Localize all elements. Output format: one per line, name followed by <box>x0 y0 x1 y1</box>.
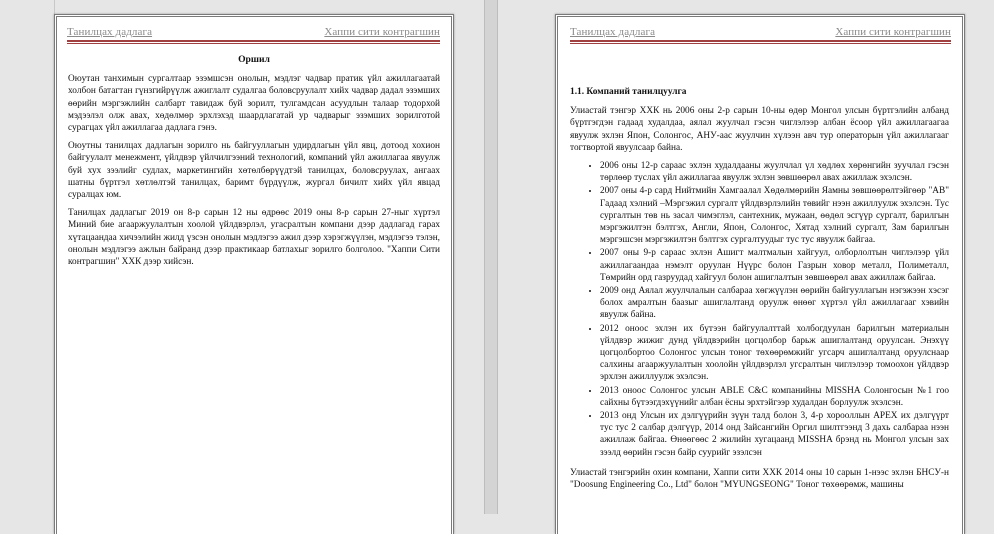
section-heading: 1.1. Компаний танилцуулга <box>570 87 687 97</box>
header-left-text: Танилцах дадлага <box>570 26 656 38</box>
list-item: • 2007 оны 4-р сард Нийтмийн Хамгаалал Хөдөлмөрийн Яамны зөвшөөрөлтэйгөөр "АВ" Гадаад хэлний –Мэргэжил сургалт үйлдвэрлэлийн төвийг нээн ажиллуулж эхэлсэн. Тус сургалтын төв нь засал чимэглэл, сантехник, мужаан, өөдөл эсгүүр сургалт, барилгын мэргэжилтэн бэлтгэх, Англи, Япон, Солонгос, Хятад хэлний сургалт, Зам барилгын мэргэшсэн мэргэжилтэн бэлтгэх сургалтуудыг тус тус явуулж байгаа. <box>600 185 949 246</box>
list-item: • 2013 онд Улсын их дэлгүүрийн зүүн талд болон 3, 4-р хорооллын APEX их дэлгүүрт тус тус 2 салбар дэлгүүр, 2014 онд Зайсангийн Оргил шилтгээнд 3 дахь салбараа нээн ажиллаж байгаа. Өнөөгөөс 2 жилийн хугацаанд MISSHA брэнд нь Монгол улсын зах зээлд өөрийн гэсэн байр суурийг эзэлсэн <box>600 410 949 459</box>
document-page-2 <box>555 14 965 534</box>
page-separator <box>484 0 498 514</box>
page-body <box>570 86 949 497</box>
list-item: • 2012 оноос эхлэн их бүтээн байгуулалттай холбогдуулан барилгын материалын үйлдвэр жижиг дунд үйлдвэрийн цогцолбор барьж ашиглалтанд оруулсан. Энэхүү цогцолбортоо Солонгос улсын тоног төхөөрөмжийг угсарч ашиглалтанд оруулснаар салхины агааржуулалтын хоолойн үйлдвэрлэл угсралтын чиглэлээр томоохон үйлдвэр эрхлэн ажиллуулж эхэлсэн. <box>600 323 949 384</box>
paragraph: Оюутан танхимын сургалтаар эзэмшсэн онолын, мэдлэг чадвар пратик үйл ажиллагаатай холбон батагтан гүнзгийрүүлж ажиглалт судалгаа боловсруулалт хийх чадвар дадал эзэмших өөрийн мэргэжлийн салбарт тавидаж буй зорилт, тулгамдсан асуудлын талаар тодорхой мэдээлэл олж авах, хөдөлмөр эрхлэхэд шаардлагатай ур чадварыг эзэмших зорилготой сурагцах үйл ажиллагаа дадлага гэнэ. <box>68 74 440 134</box>
list-item: • 2006 оны 12-р сараас эхлэн худалдааны жуулчлал үл хөдлөх хөрөнгийн зуучлал гэсэн төрлөөр туслах үйл ажиллагаа явуулж эхлэн зөвшөөрөл авах ажиллаж эхэлсэн. <box>600 160 949 184</box>
intro-paragraph: Улиастай тэнгэр ХХК нь 2006 оны 2-р сарын 10-ны өдөр Монгол улсын бүртгэлийн албанд бүртгэгдэн гадаад худалдаа, аялал жуулчал гэсэн чиглэлээр албан ёсоор үйл ажиллагаагаа явуулж эхлэн Япон, Солонгос, АНУ-аас жуулчин хүлээн авч тур операторын үйл ажиллагааг тогтвортой явуулсаар байна. <box>570 106 949 153</box>
header-right-text: Хаппи сити контрагшин <box>835 26 951 38</box>
closing-paragraph: Улиастай тэнгэрийн охин компани, Хаппи сити ХХК 2014 оны 10 сарын 1-нээс эхлэн БНСУ-н "Doosung Engineering Co., Ltd" болон "MYUNGSEONG" Тоног төхөөрөмж, машины <box>570 467 949 491</box>
document-page-1 <box>54 14 454 534</box>
paragraph: Оюутны танилцах дадлагын зорилго нь байгууллагын удирдлагын үйл явц, дотоод хохион байгуулалт менежмент, үйлдвэр үйлчилгээний технологий, компаний үйл ажиллагаа явуулж буй хух зээлийг судлах, маркетингийн хөтөлбөрүүдтэй танилцах, боловсруулах, ангаах шатны бүртгэл хөтлөлтэй танилцах, баримт бүрдүүлж, жургал бичилт хийх үйл явцад суралцах юм. <box>68 141 440 201</box>
page-body <box>68 54 440 274</box>
history-list <box>570 160 949 459</box>
list-item: • 2007 оны 9-р сараас эхлэн Ашигт малтмалын хайгуул, олборлолтын чиглэлээр үйл ажиллагаандаа нэмэлт оруулан Нүүрс болон Газрын ховор металл, Полиметалл, Төмрийн орд газруудад хайгуул болон ашиглалтын зөвшөөрөл авах ажиллаж байгаа. <box>600 247 949 284</box>
list-item: • 2013 оноос Солонгос улсын ABLE C&C компанийны MISSHA Солонгосын №1 гоо сайхны бүтээгдэхүүнийг албан ёсны эрхтэйгээр худалдан борлуулж эхэлсэн. <box>600 385 949 409</box>
header-rule <box>67 43 440 44</box>
header-right-text: Хаппи сити контрагшин <box>324 26 440 38</box>
paragraph: Танилцах дадлагыг 2019 он 8-р сарын 12 ны өдрөөс 2019 оны 8-р сарын 27-ныг хүртэл Миний бие агааржуулалтын хоолой үйлдвэрлэл, угасралтын компани дээр дадлагад гарах хүтацаандаа хичээлийн жилд үзсэн онолын мэдлэгээ ажил дээр хэрэгжүүлэн, мэдлэгээ тэлэн, онолын мэдлэгээ ажлын байранд дээр практикаар батлахыг зорилго болголоо. "Хаппи Сити контрагшин" ХХК дээр хийсэн. <box>68 208 440 268</box>
page-header <box>67 26 440 42</box>
list-item: • 2009 онд Аялал жуулчлалын салбараа хөгжүүлэн өөрийн байгууллагын нэгэжээн хэсэг болох амралтын баазыг ашиглалтанд оруулж өнөөг хүртэл үйл ажиллагааг хэвийн явуулж байна. <box>600 285 949 322</box>
header-left-text: Танилцах дадлага <box>67 26 153 38</box>
page-header <box>570 26 951 42</box>
header-rule <box>570 43 951 44</box>
document-title: Оршил <box>238 54 270 65</box>
